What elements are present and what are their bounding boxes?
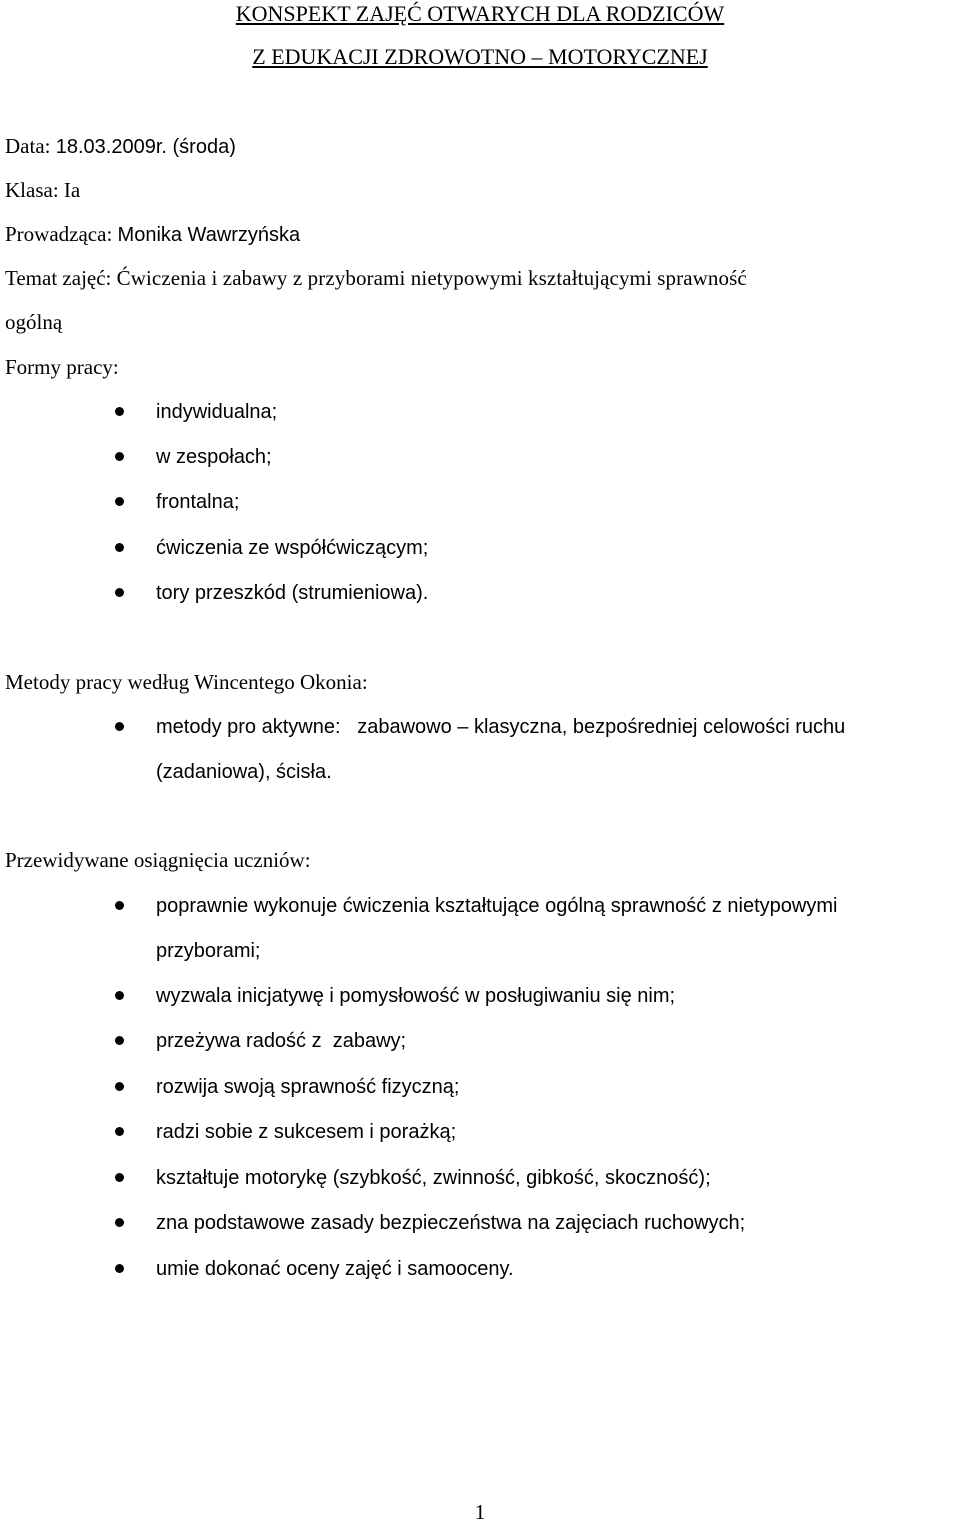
outcomes-item-text: zna podstawowe zasady bezpieczeństwa na zajęciach ruchowych;	[156, 1212, 746, 1234]
bullet-icon	[115, 1264, 124, 1273]
class-line	[5, 178, 80, 203]
topic-label: Temat zajęć:	[5, 266, 112, 290]
methods-item-text: metody pro aktywne: zabawowo – klasyczna, bezpośredniej celowości ruchu	[156, 716, 846, 738]
class-label: Klasa:	[5, 178, 59, 202]
forms-item-text: indywidualna;	[156, 401, 278, 423]
outcomes-item-text: radzi sobie z sukcesem i porażką;	[156, 1121, 457, 1143]
topic-value: Ćwiczenia i zabawy z przyborami nietypowymi kształtującymi sprawność	[116, 266, 747, 290]
document-title-line-1: KONSPEKT ZAJĘĆ OTWARYCH DLA RODZICÓW	[235, 1, 725, 26]
outcomes-label: Przewidywane osiągnięcia uczniów:	[5, 848, 311, 872]
page-number: 1	[474, 1500, 486, 1524]
forms-item-text: ćwiczenia ze współćwiczącym;	[156, 537, 429, 559]
topic-continuation: ogólną	[5, 310, 63, 334]
teacher-line	[5, 222, 300, 247]
bullet-icon	[115, 722, 124, 731]
outcomes-item-text: rozwija swoją sprawność fizyczną;	[156, 1076, 460, 1098]
date-line	[5, 134, 236, 159]
bullet-icon	[115, 497, 124, 506]
bullet-icon	[115, 452, 124, 461]
forms-item-text: tory przeszkód (strumieniowa).	[156, 582, 429, 604]
outcomes-item-text: poprawnie wykonuje ćwiczenia kształtujące ogólną sprawność z nietypowymi	[156, 895, 838, 917]
bullet-icon	[115, 991, 124, 1000]
bullet-icon	[115, 543, 124, 552]
forms-label: Formy pracy:	[5, 355, 119, 379]
date-label: Data:	[5, 134, 51, 158]
bullet-icon	[115, 407, 124, 416]
outcomes-item-continuation: przyborami;	[156, 940, 261, 962]
forms-item-text: frontalna;	[156, 491, 240, 513]
teacher-label: Prowadząca:	[5, 222, 113, 246]
document-title-line-2: Z EDUKACJI ZDROWOTNO – MOTORYCZNEJ	[252, 44, 708, 69]
bullet-icon	[115, 1218, 124, 1227]
class-value: Ia	[63, 178, 81, 202]
topic-line	[5, 266, 747, 291]
teacher-value: Monika Wawrzyńska	[117, 224, 301, 246]
outcomes-item-text: przeżywa radość z zabawy;	[156, 1030, 407, 1052]
outcomes-item-text: kształtuje motorykę (szybkość, zwinność, gibkość, skoczność);	[156, 1167, 711, 1189]
bullet-icon	[115, 1036, 124, 1045]
methods-label: Metody pracy według Wincentego Okonia:	[5, 670, 368, 694]
outcomes-item-text: wyzwala inicjatywę i pomysłowość w posługiwaniu się nim;	[156, 985, 676, 1007]
bullet-icon	[115, 1082, 124, 1091]
bullet-icon	[115, 588, 124, 597]
forms-item-text: w zespołach;	[156, 446, 272, 468]
bullet-icon	[115, 1127, 124, 1136]
methods-item-continuation: (zadaniowa), ścisła.	[156, 761, 332, 783]
date-value: 18.03.2009r. (środa)	[55, 136, 236, 158]
bullet-icon	[115, 1173, 124, 1182]
outcomes-item-text: umie dokonać oceny zajęć i samooceny.	[156, 1258, 514, 1280]
bullet-icon	[115, 901, 124, 910]
